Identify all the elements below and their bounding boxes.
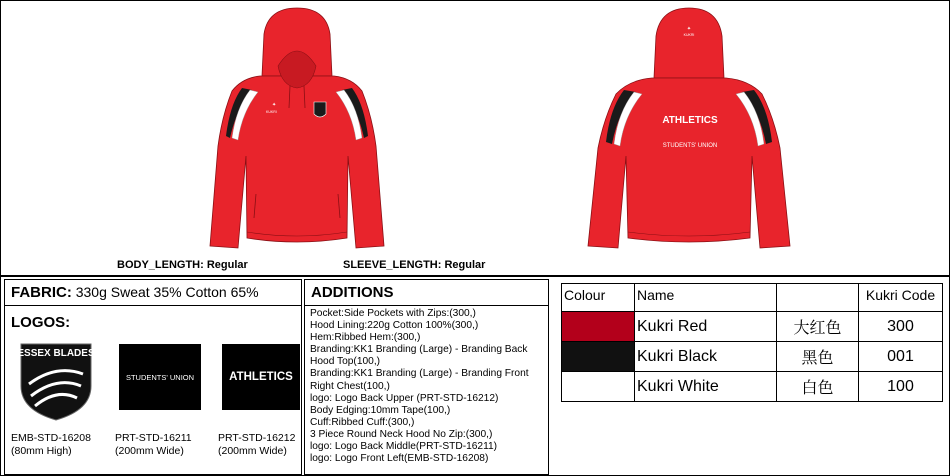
addition-line: Hood Top(100,): [310, 356, 381, 368]
colour-name: Kukri Black: [635, 342, 777, 372]
additions-list: [310, 308, 548, 465]
addition-line: logo: Logo Back Middle(PRT-STD-16211): [310, 441, 498, 453]
svg-text:✦: ✦: [686, 26, 692, 32]
addition-line: Hood Lining:220g Cotton 100%(300,): [310, 320, 479, 332]
svg-text:KUKRI: KUKRI: [266, 110, 277, 114]
additions-panel: [304, 279, 549, 475]
svg-text:✦: ✦: [272, 102, 277, 108]
section-divider: [1, 275, 950, 277]
name-header: Name: [635, 284, 777, 312]
colour-table: [561, 283, 943, 402]
colour-code: 300: [859, 312, 943, 342]
cn-header: [777, 284, 859, 312]
colour-name: Kukri White: [635, 372, 777, 402]
athletics-logo-icon: [222, 344, 300, 410]
students-union-logo-text: STUDENTS' UNION: [125, 373, 195, 382]
fabric-line: [11, 284, 259, 301]
colour-name-cn: 黑色: [777, 342, 859, 372]
addition-line: logo: Logo Front Left(EMB-STD-16208): [310, 453, 489, 465]
addition-line: Right Chest(100,): [310, 380, 390, 392]
colour-swatch: [562, 372, 635, 402]
colour-name-cn: 白色: [777, 372, 859, 402]
logo-code-2: PRT-STD-16211 (200mm Wide): [115, 432, 192, 457]
logo-code-1: EMB-STD-16208 (80mm High): [11, 432, 91, 457]
sleeve-length-label: SLEEVE_LENGTH: Regular: [343, 259, 486, 271]
fabric-value: 330g Sweat 35% Cotton 65%: [75, 284, 259, 300]
colour-name-cn: 大红色: [777, 312, 859, 342]
addition-line: Pocket:Side Pockets with Zips:(300,): [310, 308, 476, 319]
addition-line: Hem:Ribbed Hem:(300,): [310, 332, 421, 344]
logo-code-3: PRT-STD-16212 (200mm Wide): [218, 432, 296, 457]
essex-blades-shield-icon: [17, 340, 95, 422]
colour-code: 100: [859, 372, 943, 402]
colour-code: 001: [859, 342, 943, 372]
fabric-logos-panel: [4, 279, 302, 475]
body-length-label: BODY_LENGTH: Regular: [117, 259, 248, 271]
addition-line: Branding:KK1 Branding (Large) - Branding Front: [310, 368, 529, 380]
colour-header: Colour: [562, 284, 635, 312]
colour-row: [562, 342, 943, 372]
addition-line: logo: Logo Back Upper (PRT-STD-16212): [310, 392, 499, 404]
shield-text: ESSEX BLADES: [17, 348, 95, 359]
addition-line: Cuff:Ribbed Cuff:(300,): [310, 416, 415, 428]
colour-row: [562, 372, 943, 402]
garment-images: [2, 2, 948, 274]
addition-line: Body Edging:10mm Tape(100,): [310, 404, 451, 416]
athletics-logo-text: ATHLETICS: [229, 371, 293, 383]
colour-table-header: [562, 284, 943, 312]
addition-line: Branding:KK1 Branding (Large) - Branding Back: [310, 344, 528, 356]
hoodie-back-image: [574, 6, 804, 258]
addition-line: 3 Piece Round Neck Hood No Zip:(300,): [310, 428, 493, 440]
additions-divider: [305, 305, 548, 306]
logos-title: LOGOS:: [11, 314, 71, 331]
colour-swatch: [562, 342, 635, 372]
back-print-athletics: ATHLETICS: [662, 115, 718, 126]
code-header: Kukri Code: [859, 284, 943, 312]
fabric-divider: [5, 305, 301, 306]
back-hood-brand: KUKRI: [683, 33, 695, 37]
colour-name: Kukri Red: [635, 312, 777, 342]
colour-swatch: [562, 312, 635, 342]
fabric-label: FABRIC:: [11, 284, 72, 301]
hoodie-front-image: [202, 6, 392, 258]
back-print-students-union: STUDENTS' UNION: [662, 143, 718, 149]
students-union-logo-icon: [119, 344, 201, 410]
colour-row: [562, 312, 943, 342]
additions-title: ADDITIONS: [311, 284, 394, 301]
